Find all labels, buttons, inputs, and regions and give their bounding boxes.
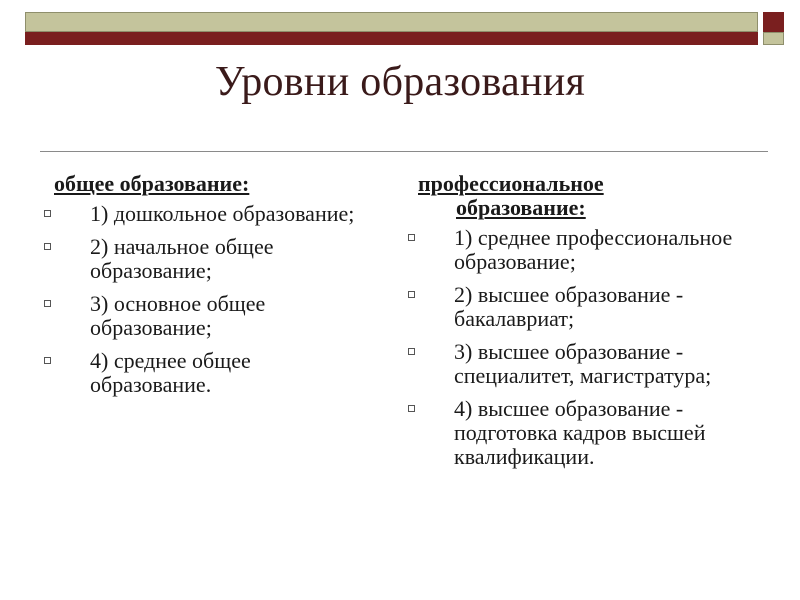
list-item: 3) высшее образование - специалитет, магистратура; xyxy=(408,340,753,388)
list-item: 1) среднее профессиональное образование; xyxy=(408,226,753,274)
header-band xyxy=(25,12,758,32)
general-education-heading: общее образование: xyxy=(54,171,250,196)
square-bullet-icon xyxy=(44,210,51,217)
general-education-list xyxy=(44,202,364,397)
list-item: 4) среднее общее образование. xyxy=(44,349,364,397)
square-bullet-icon xyxy=(408,234,415,241)
square-bullet-icon xyxy=(408,405,415,412)
list-item: 1) дошкольное образование; xyxy=(44,202,364,226)
list-item: 2) начальное общее образование; xyxy=(44,235,364,283)
slide-title: Уровни образования xyxy=(214,59,586,105)
list-item: 4) высшее образование - подготовка кадров высшей квалификации. xyxy=(408,397,753,469)
professional-education-column xyxy=(408,172,753,478)
square-bullet-icon xyxy=(44,357,51,364)
professional-education-heading: профессиональное образование: xyxy=(418,171,604,220)
list-item: 2) высшее образование - бакалавриат; xyxy=(408,283,753,331)
square-bullet-icon xyxy=(408,348,415,355)
professional-education-list xyxy=(408,226,753,469)
general-education-column xyxy=(44,172,364,406)
square-bullet-icon xyxy=(408,291,415,298)
corner-square-dark xyxy=(763,12,784,32)
square-bullet-icon xyxy=(44,300,51,307)
corner-square-light xyxy=(763,32,784,45)
list-item: 3) основное общее образование; xyxy=(44,292,364,340)
square-bullet-icon xyxy=(44,243,51,250)
header-accent-band xyxy=(25,32,758,45)
title-divider xyxy=(40,151,768,152)
